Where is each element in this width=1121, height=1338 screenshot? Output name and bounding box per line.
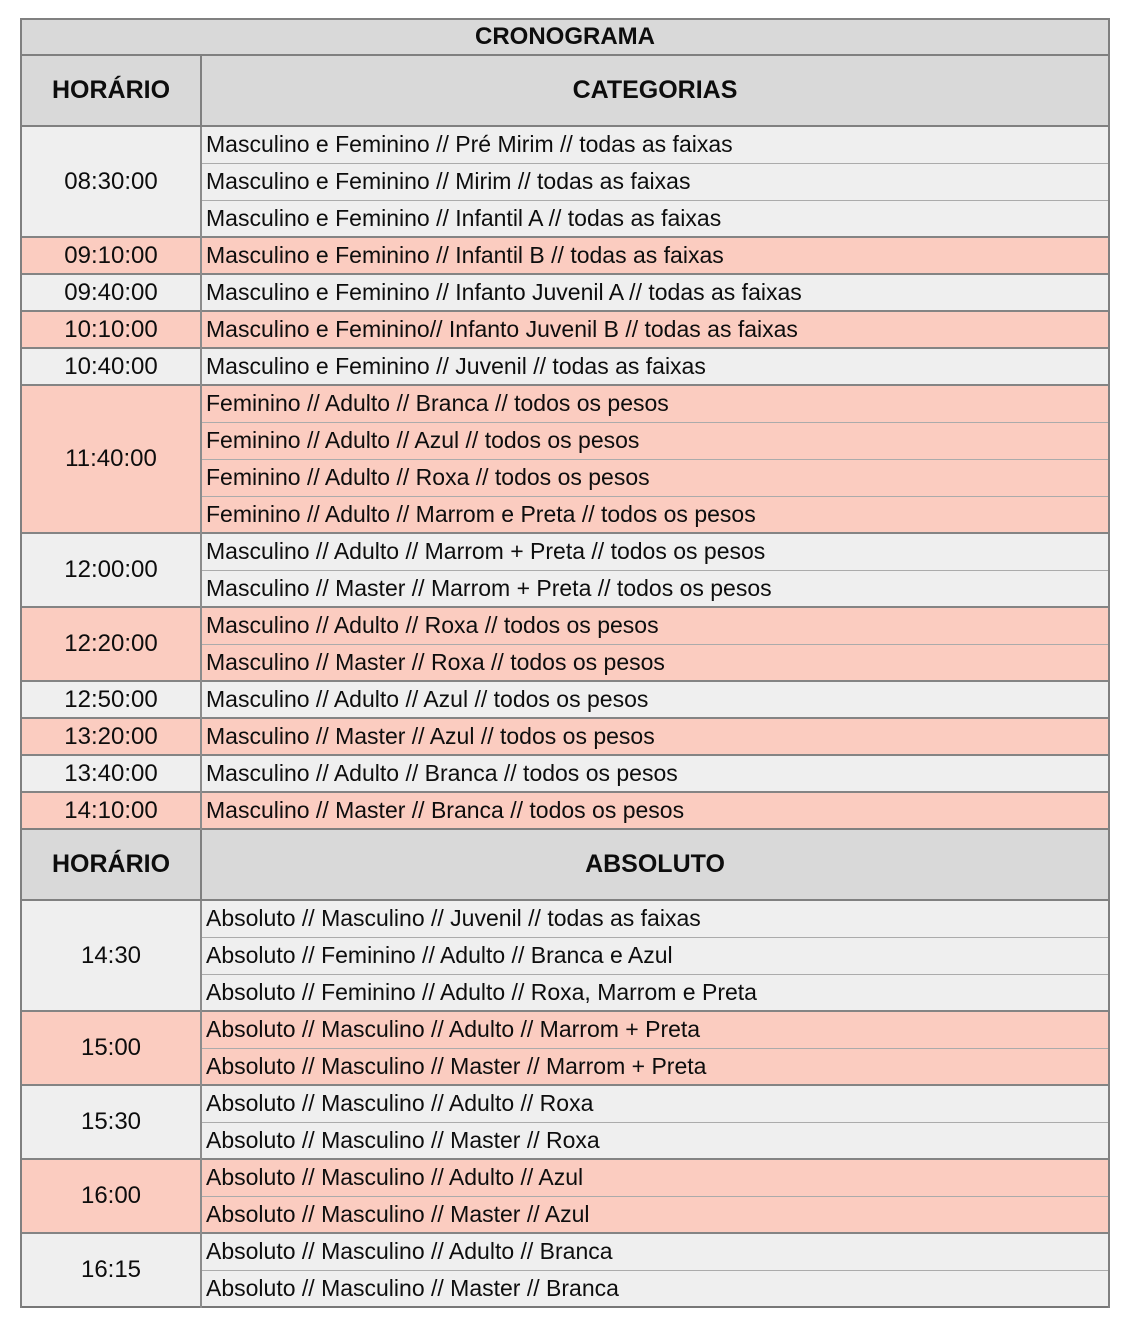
category-cell: Masculino e Feminino // Juvenil // todas as faixas — [201, 348, 1109, 385]
schedule-row — [21, 755, 1109, 792]
category-cell: Absoluto // Masculino // Master // Azul — [201, 1196, 1109, 1233]
category-cell: Masculino e Feminino // Mirim // todas as faixas — [201, 163, 1109, 200]
table-title: CRONOGRAMA — [21, 19, 1109, 55]
category-cell: Absoluto // Feminino // Adulto // Branca e Azul — [201, 937, 1109, 974]
category-cell: Feminino // Adulto // Azul // todos os pesos — [201, 422, 1109, 459]
category-cell: Absoluto // Masculino // Master // Marrom + Preta — [201, 1048, 1109, 1085]
category-cell: Feminino // Adulto // Marrom e Preta // todos os pesos — [201, 496, 1109, 533]
schedule-row — [21, 681, 1109, 718]
schedule-row — [21, 1011, 1109, 1048]
schedule-row — [21, 348, 1109, 385]
section-label-header: ABSOLUTO — [201, 829, 1109, 900]
schedule-row — [21, 1159, 1109, 1196]
category-cell: Feminino // Adulto // Roxa // todos os pesos — [201, 459, 1109, 496]
time-column-header: HORÁRIO — [21, 55, 201, 126]
category-cell: Masculino // Master // Azul // todos os pesos — [201, 718, 1109, 755]
time-column-header: HORÁRIO — [21, 829, 201, 900]
time-cell: 16:00 — [21, 1159, 201, 1233]
schedule-row — [21, 900, 1109, 937]
category-cell: Absoluto // Masculino // Adulto // Branca — [201, 1233, 1109, 1270]
time-cell: 13:40:00 — [21, 755, 201, 792]
time-cell: 15:30 — [21, 1085, 201, 1159]
category-cell: Masculino e Feminino// Infanto Juvenil B // todas as faixas — [201, 311, 1109, 348]
schedule-row — [21, 1233, 1109, 1270]
schedule-row — [21, 274, 1109, 311]
schedule-body — [21, 19, 1109, 1307]
time-cell: 08:30:00 — [21, 126, 201, 237]
category-cell: Masculino // Master // Roxa // todos os pesos — [201, 644, 1109, 681]
time-cell: 13:20:00 — [21, 718, 201, 755]
category-cell: Masculino // Master // Branca // todos os pesos — [201, 792, 1109, 829]
category-cell: Absoluto // Masculino // Master // Branca — [201, 1270, 1109, 1307]
time-cell: 14:10:00 — [21, 792, 201, 829]
time-cell: 09:40:00 — [21, 274, 201, 311]
category-cell: Masculino e Feminino // Infantil A // todas as faixas — [201, 200, 1109, 237]
time-cell: 10:40:00 — [21, 348, 201, 385]
schedule-row — [21, 607, 1109, 644]
category-cell: Masculino // Adulto // Branca // todos os pesos — [201, 755, 1109, 792]
section-header-row — [21, 829, 1109, 900]
schedule-table — [20, 18, 1110, 1308]
schedule-row — [21, 1085, 1109, 1122]
time-cell: 12:00:00 — [21, 533, 201, 607]
schedule-row — [21, 237, 1109, 274]
schedule-row — [21, 792, 1109, 829]
section-label-header: CATEGORIAS — [201, 55, 1109, 126]
time-cell: 15:00 — [21, 1011, 201, 1085]
category-cell: Masculino e Feminino // Pré Mirim // todas as faixas — [201, 126, 1109, 163]
schedule-row — [21, 311, 1109, 348]
time-cell: 16:15 — [21, 1233, 201, 1307]
section-header-row — [21, 55, 1109, 126]
schedule-row — [21, 126, 1109, 163]
category-cell: Feminino // Adulto // Branca // todos os pesos — [201, 385, 1109, 422]
category-cell: Absoluto // Masculino // Adulto // Azul — [201, 1159, 1109, 1196]
category-cell: Absoluto // Masculino // Adulto // Roxa — [201, 1085, 1109, 1122]
table-title-row — [21, 19, 1109, 55]
time-cell: 11:40:00 — [21, 385, 201, 533]
schedule-row — [21, 385, 1109, 422]
time-cell: 12:50:00 — [21, 681, 201, 718]
category-cell: Masculino // Adulto // Azul // todos os pesos — [201, 681, 1109, 718]
category-cell: Absoluto // Masculino // Adulto // Marrom + Preta — [201, 1011, 1109, 1048]
schedule-row — [21, 718, 1109, 755]
time-cell: 14:30 — [21, 900, 201, 1011]
time-cell: 09:10:00 — [21, 237, 201, 274]
category-cell: Absoluto // Masculino // Juvenil // todas as faixas — [201, 900, 1109, 937]
category-cell: Masculino // Master // Marrom + Preta // todos os pesos — [201, 570, 1109, 607]
category-cell: Absoluto // Masculino // Master // Roxa — [201, 1122, 1109, 1159]
category-cell: Masculino // Adulto // Roxa // todos os pesos — [201, 607, 1109, 644]
category-cell: Absoluto // Feminino // Adulto // Roxa, Marrom e Preta — [201, 974, 1109, 1011]
time-cell: 10:10:00 — [21, 311, 201, 348]
category-cell: Masculino // Adulto // Marrom + Preta // todos os pesos — [201, 533, 1109, 570]
schedule-row — [21, 533, 1109, 570]
category-cell: Masculino e Feminino // Infantil B // todas as faixas — [201, 237, 1109, 274]
category-cell: Masculino e Feminino // Infanto Juvenil A // todas as faixas — [201, 274, 1109, 311]
time-cell: 12:20:00 — [21, 607, 201, 681]
